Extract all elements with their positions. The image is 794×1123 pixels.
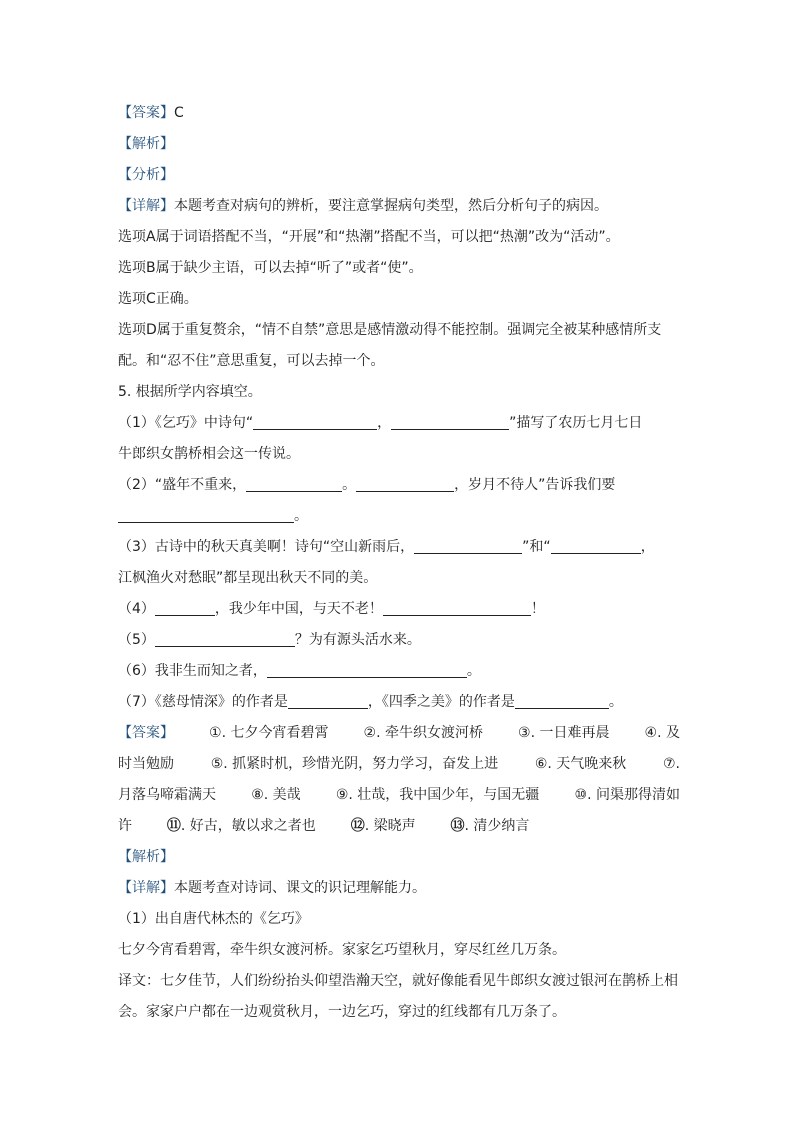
explain-tag: 【解析】 bbox=[118, 849, 174, 865]
q4-answer-line bbox=[118, 98, 680, 129]
q5-item6-text-b: 。 bbox=[466, 663, 481, 679]
q5-translation-line2: 会。家家户户都在一边观赏秋月，一边乞巧，穿过的红线都有几万条了。 bbox=[118, 1004, 566, 1020]
q4-answer-value: C bbox=[174, 105, 184, 121]
q5-item2-end: 。 bbox=[294, 508, 308, 524]
detail-tag: 【详解】 bbox=[118, 880, 174, 896]
q5-answer-10-start: ⑩. 问渠那得清如 bbox=[574, 787, 680, 803]
q5-answer-7-end: 月落乌啼霜满天 bbox=[118, 787, 216, 803]
q5-answer-3: ③. 一日难再晨 bbox=[518, 725, 610, 741]
q5-answer-9: ⑨. 壮哉，我中国少年，与国无疆 bbox=[335, 787, 540, 803]
q5-item7-text-b: ，《四季之美》的作者是 bbox=[367, 694, 515, 710]
q5-item5-text-a: （5） bbox=[118, 632, 155, 648]
detail-tag: 【详解】 bbox=[118, 198, 174, 214]
q5-item2-blank1 bbox=[246, 475, 342, 492]
q5-item1-line2: 牛郎织女鹊桥相会这一传说。 bbox=[118, 446, 300, 462]
q5-detail-text: 本题考查对诗词、课文的识记理解能力。 bbox=[174, 880, 426, 896]
q4-option-a: 选项A属于词语搭配不当，“开展”和“热潮”搭配不当，可以把“热潮”改为“活动”。 bbox=[118, 229, 620, 245]
q5-answer-13-mark: ⑬ bbox=[450, 818, 465, 834]
q5-item4-blank2 bbox=[383, 599, 531, 616]
q5-item1-separator: ， bbox=[377, 415, 392, 431]
q5-item5-text-b: ？为有源头活水来。 bbox=[294, 632, 421, 648]
q5-answers-row2 bbox=[118, 749, 680, 780]
q5-answer-8: ⑧. 美哉 bbox=[251, 787, 301, 803]
q5-item6-line bbox=[118, 656, 680, 687]
q5-explain-line bbox=[118, 842, 680, 873]
q5-answers-row4 bbox=[118, 811, 680, 842]
answer-tag: 【答案】 bbox=[118, 725, 174, 741]
q5-item2-text-c: ，岁月不待人”告诉我们要 bbox=[454, 477, 616, 493]
q5-item4-text-b: ，我少年中国，与天不老！ bbox=[214, 601, 383, 617]
q5-item2-line2 bbox=[118, 501, 680, 532]
q4-option-d-line2: 配。和“忍不住”意思重复，可以去掉一个。 bbox=[118, 353, 385, 369]
q5-answer-13-text: . 清少纳言 bbox=[464, 818, 530, 834]
q4-option-c: 选项C正确。 bbox=[118, 291, 198, 307]
q5-item2-text-a: （2）“盛年不重来， bbox=[118, 477, 247, 493]
q5-answer-5: ⑤. 抓紧时机，珍惜光阴，努力学习，奋发上进 bbox=[210, 756, 499, 772]
q5-item2-text-b: 。 bbox=[342, 477, 357, 493]
q5-item7-text-c: 。 bbox=[608, 694, 623, 710]
document-page bbox=[118, 98, 680, 1028]
q5-item4-text-a: （4） bbox=[118, 601, 155, 617]
q5-item2-blank2 bbox=[356, 475, 454, 492]
q4-detail-line bbox=[118, 191, 680, 222]
q5-title: 5. 根据所学内容填空。 bbox=[118, 384, 262, 400]
q5-answers-row1 bbox=[118, 718, 680, 749]
q5-item6-text-a: （6）我非生而知之者， bbox=[118, 663, 267, 679]
q5-item4-blank1 bbox=[155, 599, 215, 616]
q4-analysis-line bbox=[118, 160, 680, 191]
q5-item4-line bbox=[118, 594, 680, 625]
q4-detail-text: 本题考查对病句的辨析，要注意掌握病句类型，然后分析句子的病因。 bbox=[174, 198, 608, 214]
q4-option-b: 选项B属于缺少主语，可以去掉“听了”或者“使”。 bbox=[118, 260, 423, 276]
q5-item1-blank2 bbox=[391, 413, 509, 430]
explain-tag: 【解析】 bbox=[118, 136, 174, 152]
q5-item1-text-a: （1）《乞巧》中诗句“ bbox=[118, 415, 254, 431]
q5-answer-12-text: . 梁晓声 bbox=[364, 818, 416, 834]
q5-source-1: （1）出自唐代林杰的《乞巧》 bbox=[118, 911, 309, 927]
q5-detail-line bbox=[118, 873, 680, 904]
q5-answer-11-mark: ⑪ bbox=[166, 818, 181, 834]
answer-tag: 【答案】 bbox=[118, 105, 174, 121]
q5-item3-line2: 江枫渔火对愁眠”都呈现出秋天不同的美。 bbox=[118, 570, 378, 586]
q5-item1-blank1 bbox=[253, 413, 377, 430]
q5-answer-6: ⑥. 天气晚来秋 bbox=[534, 756, 627, 772]
q4-option-d-line1: 选项D属于重复赘余，“情不自禁”意思是感情激动得不能控制。强调完全被某种感情所支 bbox=[118, 322, 662, 338]
q5-item7-text-a: （7）《慈母情深》的作者是 bbox=[118, 694, 288, 710]
q5-answer-4-start: ④. 及 bbox=[644, 725, 680, 741]
q5-item3-blank1 bbox=[414, 537, 522, 554]
analysis-tag: 【分析】 bbox=[118, 167, 174, 183]
q5-item1-line1 bbox=[118, 408, 680, 439]
q5-item5-line bbox=[118, 625, 680, 656]
q5-item3-text-a: （3）古诗中的秋天真美啊！诗句“空山新雨后， bbox=[118, 539, 415, 555]
q5-answer-4-end: 时当勉励 bbox=[118, 756, 174, 772]
q5-item5-blank bbox=[155, 630, 295, 647]
q5-item4-text-c: ！ bbox=[530, 601, 545, 617]
q5-item3-text-b: ”和“ bbox=[522, 539, 551, 555]
q5-item6-blank bbox=[267, 661, 467, 678]
q5-item7-blank1 bbox=[288, 692, 368, 709]
q5-item3-text-c: ， bbox=[640, 539, 655, 555]
q5-answer-2: ②. 牵牛织女渡河桥 bbox=[363, 725, 483, 741]
q5-poem-1: 七夕今宵看碧霄，牵牛织女渡河桥。家家乞巧望秋月，穿尽红丝几万条。 bbox=[118, 942, 566, 958]
q5-answer-10-end: 许 bbox=[118, 818, 132, 834]
q4-explain-line bbox=[118, 129, 680, 160]
q5-answer-7-start: ⑦. bbox=[662, 756, 680, 772]
q5-item2-line1 bbox=[118, 470, 680, 501]
q5-translation-line1: 译文：七夕佳节，人们纷纷抬头仰望浩瀚天空，就好像能看见牛郎织女渡过银河在鹊桥上相 bbox=[118, 973, 678, 989]
q5-answer-12-mark: ⑫ bbox=[350, 818, 365, 834]
q5-item3-line1 bbox=[118, 532, 680, 563]
q5-answer-11-text: . 好古，敏以求之者也 bbox=[180, 818, 316, 834]
q5-item2-blank3 bbox=[118, 506, 294, 523]
q5-item3-blank2 bbox=[551, 537, 641, 554]
q5-item7-blank2 bbox=[515, 692, 609, 709]
q5-answer-1: ①. 七夕今宵看碧霄 bbox=[209, 725, 329, 741]
q5-answers-row3 bbox=[118, 780, 680, 811]
q5-item1-text-b: ”描写了农历七月七日 bbox=[509, 415, 643, 431]
q5-item7-line bbox=[118, 687, 680, 718]
